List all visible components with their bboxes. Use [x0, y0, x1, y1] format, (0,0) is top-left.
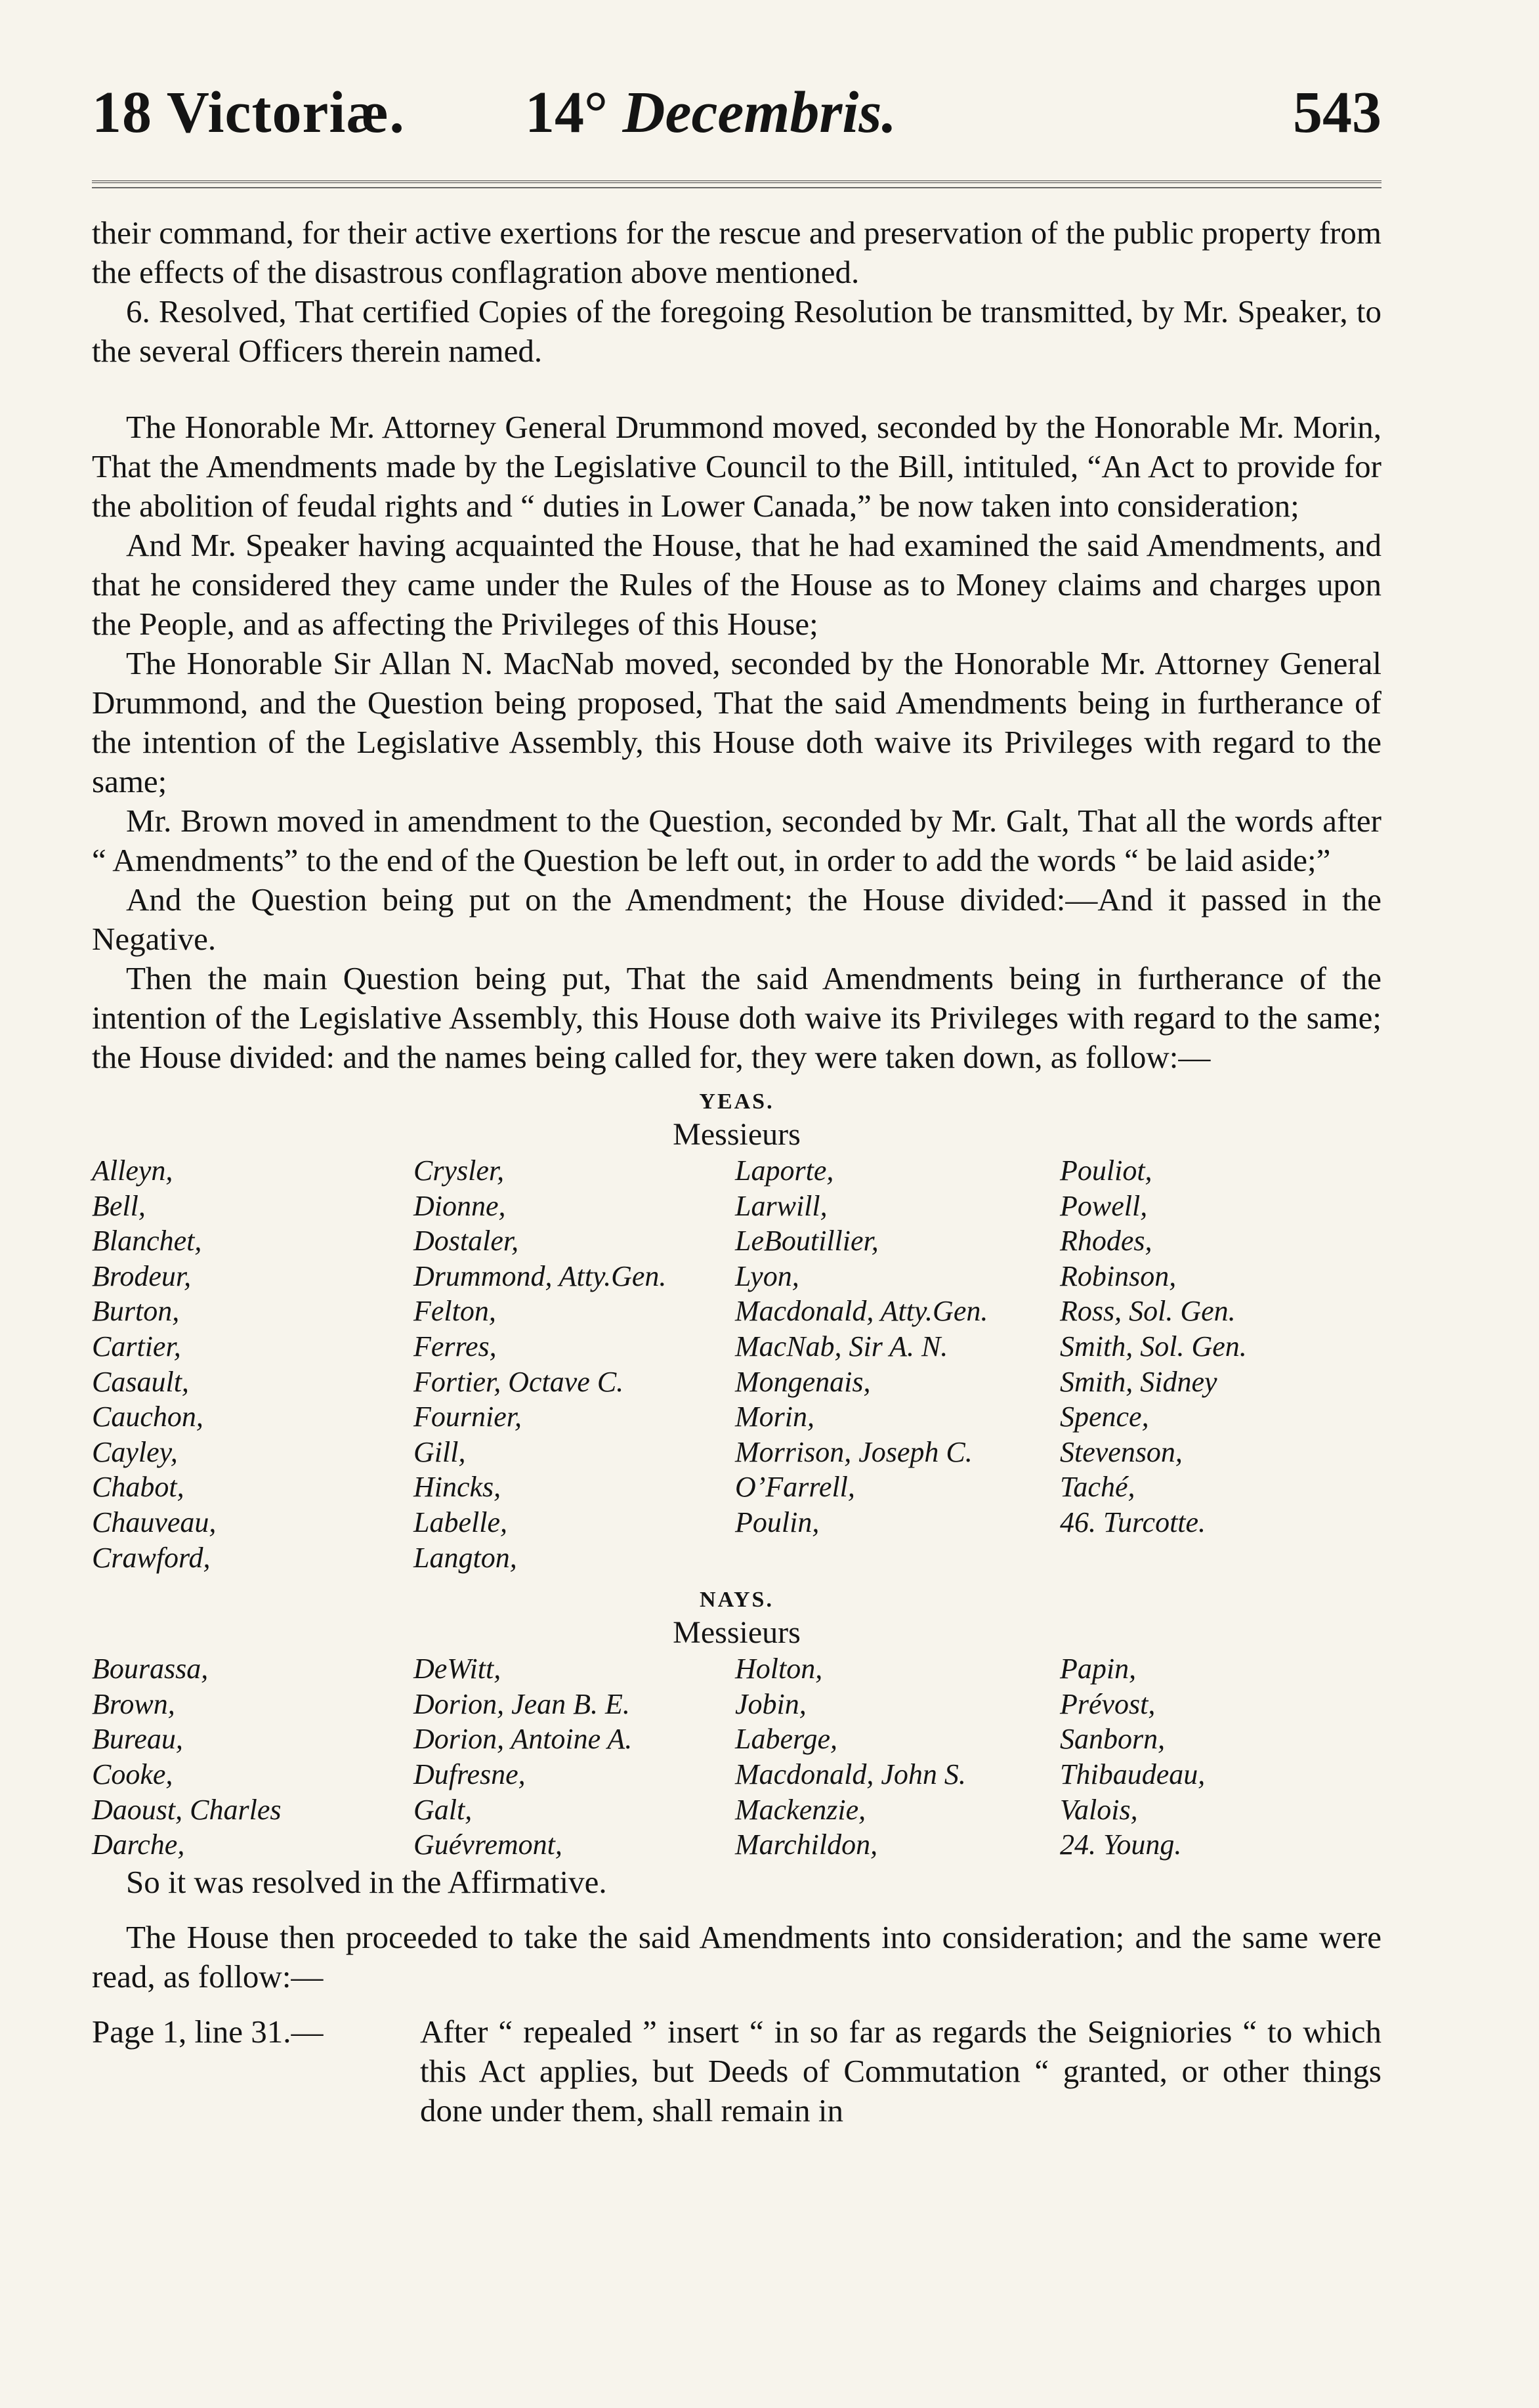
yea-name: Rhodes,	[1060, 1225, 1152, 1257]
yeas-subheading: Messieurs	[673, 1117, 801, 1152]
yea-name: Morrison, Joseph C.	[735, 1435, 973, 1468]
yea-name: Mongenais,	[735, 1365, 871, 1398]
nay-name: Marchildon,	[735, 1828, 878, 1861]
yeas-col-4	[1060, 1153, 1381, 1575]
yea-name: Powell,	[1060, 1189, 1148, 1222]
yea-name: Alleyn,	[92, 1154, 173, 1187]
yea-name: Brodeur,	[92, 1259, 192, 1292]
nay-name: Darche,	[92, 1828, 185, 1861]
nay-name: Brown,	[92, 1687, 175, 1720]
yea-name: Labelle,	[413, 1506, 507, 1538]
yea-name: Blanchet,	[92, 1225, 202, 1257]
nay-name: Papin,	[1060, 1653, 1137, 1685]
yea-name: Bell,	[92, 1189, 146, 1222]
yea-name: Cartier,	[92, 1330, 181, 1362]
yea-name: MacNab, Sir A. N.	[735, 1330, 948, 1362]
yea-name: Stevenson,	[1060, 1435, 1183, 1468]
regnal-year: 18 Victoriæ.	[92, 80, 405, 145]
date-month: Decembris.	[622, 80, 896, 145]
yea-name: Larwill,	[735, 1189, 828, 1222]
document-page	[92, 79, 1381, 2130]
yeas-list	[92, 1153, 1381, 1575]
yea-name: Ross, Sol. Gen.	[1060, 1295, 1236, 1328]
yea-name: Ferres,	[413, 1330, 497, 1362]
yea-name: Fournier,	[413, 1401, 522, 1433]
paragraph-resolved-affirmative: So it was resolved in the Affirmative.	[126, 1863, 607, 1900]
yea-name: Dionne,	[413, 1189, 506, 1222]
yea-name: Drummond, Atty.Gen.	[413, 1259, 667, 1292]
nay-name: Mackenzie,	[735, 1793, 866, 1826]
spacer	[92, 371, 1381, 408]
date-day: 14°	[525, 80, 608, 145]
yea-name: Smith, Sidney	[1060, 1365, 1217, 1398]
nays-list	[92, 1651, 1381, 1863]
paragraph-macnab-motion: The Honorable Sir Allan N. MacNab moved, seconded by the Honorable Mr. Attorney General Drummond, and the Question being proposed, That the said Amendments being in furtherance of the intention of the Legislative Assembly, this House doth waive its Privileges with regard to the same;	[92, 645, 1381, 799]
paragraph-speaker: And Mr. Speaker having acquainted the House, that he had examined the said Amendments, and that he considered they came under the Rules of the House as to Money claims and charges upon the People, and as affecting the Privileges of this House;	[92, 527, 1381, 642]
amendment-entry	[92, 2012, 1381, 2130]
amendment-text: After “ repealed ” insert “ in so far as regards the Seigniories “ to which this Act applies, but Deeds of Commutation “ granted, or other things done under them, shall remain in	[420, 2013, 1381, 2128]
nays-subheading: Messieurs	[673, 1615, 801, 1651]
yea-name: Poulin,	[735, 1506, 820, 1538]
yea-name: Lyon,	[735, 1259, 799, 1292]
yea-name: Crysler,	[413, 1154, 505, 1187]
yea-name: Cayley,	[92, 1435, 178, 1468]
yea-name: LeBoutillier,	[735, 1225, 879, 1257]
paragraph-amendment-negative: And the Question being put on the Amendment; the House divided:—And it passed in the Negative.	[92, 881, 1381, 957]
nay-name: Valois,	[1060, 1793, 1138, 1826]
nays-col-1	[92, 1651, 413, 1863]
yea-name: Gill,	[413, 1435, 466, 1468]
paragraph-continuation: their command, for their active exertions for the rescue and preservation of the public property from the effects of the disastrous conflagration above mentioned.	[92, 215, 1381, 290]
nay-name: Dorion, Jean B. E.	[413, 1687, 630, 1720]
yea-name: 46. Turcotte.	[1060, 1506, 1206, 1538]
yea-name: Smith, Sol. Gen.	[1060, 1330, 1247, 1362]
header-rule	[92, 180, 1381, 188]
yea-name: Dostaler,	[413, 1225, 519, 1257]
nay-name: Bourassa,	[92, 1653, 209, 1685]
yea-name: Hincks,	[413, 1471, 501, 1504]
yea-name: Langton,	[413, 1541, 517, 1574]
yea-name: Robinson,	[1060, 1259, 1177, 1292]
header-date	[525, 79, 896, 146]
nay-name: Prévost,	[1060, 1687, 1156, 1720]
nay-name: DeWitt,	[413, 1653, 501, 1685]
paragraph-main-question: Then the main Question being put, That the said Amendments being in furtherance of the intention of the Legislative Assembly, this House doth waive its Privileges with regard to the same; the House divided: and the names being called for, they were taken down, as follow:—	[92, 960, 1381, 1075]
yea-name: Cauchon,	[92, 1401, 203, 1433]
paragraph-motion: The Honorable Mr. Attorney General Drummond moved, seconded by the Honorable Mr. Morin, That the Amendments made by the Legislative Council to the Bill, intituled, “An Act to provide for the abolition of feudal rights and “ duties in Lower Canada,” be now taken into consideration;	[92, 409, 1381, 524]
yea-name: Morin,	[735, 1401, 814, 1433]
nays-col-2	[413, 1651, 735, 1863]
paragraph-amendments-read: The House then proceeded to take the said Amendments into consideration; and the same were read, as follow:—	[92, 1918, 1381, 1995]
yeas-col-1	[92, 1153, 413, 1575]
page-number: 543	[1293, 80, 1381, 145]
yea-name: Chabot,	[92, 1471, 184, 1504]
yea-name: O’Farrell,	[735, 1471, 855, 1504]
nay-name: Guévremont,	[413, 1828, 562, 1861]
yea-name: Pouliot,	[1060, 1154, 1152, 1187]
yea-name: Laporte,	[735, 1154, 834, 1187]
yea-name: Fortier, Octave C.	[413, 1365, 624, 1398]
nay-name: Daoust, Charles	[92, 1793, 282, 1826]
nay-name: Macdonald, John S.	[735, 1758, 966, 1790]
page-header	[92, 79, 1381, 164]
nay-name: 24. Young.	[1060, 1828, 1182, 1861]
yea-name: Burton,	[92, 1295, 180, 1328]
yea-name: Felton,	[413, 1295, 496, 1328]
yea-name: Macdonald, Atty.Gen.	[735, 1295, 988, 1328]
nays-heading: NAYS.	[700, 1588, 774, 1613]
nays-col-4	[1060, 1651, 1381, 1863]
nay-name: Jobin,	[735, 1687, 807, 1720]
paragraph-brown-amendment: Mr. Brown moved in amendment to the Question, seconded by Mr. Galt, That all the words after “ Amendments” to the end of the Question be left out, in order to add the words “ be laid aside;”	[92, 803, 1381, 878]
nays-col-3	[735, 1651, 1060, 1863]
yea-name: Spence,	[1060, 1401, 1149, 1433]
yeas-heading: YEAS.	[699, 1089, 774, 1114]
nay-name: Holton,	[735, 1653, 823, 1685]
yea-name: Taché,	[1060, 1471, 1135, 1504]
nay-name: Laberge,	[735, 1723, 838, 1756]
nay-name: Bureau,	[92, 1723, 183, 1756]
nay-name: Dorion, Antoine A.	[413, 1723, 633, 1756]
yeas-col-3	[735, 1153, 1060, 1575]
yea-name: Crawford,	[92, 1541, 211, 1574]
yea-name: Casault,	[92, 1365, 189, 1398]
nay-name: Thibaudeau,	[1060, 1758, 1206, 1790]
amendment-page-line: Page 1, line 31.—	[92, 2013, 324, 2050]
paragraph-resolution-6: 6. Resolved, That certified Copies of the foregoing Resolution be transmitted, by Mr. Speaker, to the several Officers therein named.	[92, 293, 1381, 369]
nay-name: Cooke,	[92, 1758, 173, 1790]
yea-name: Chauveau,	[92, 1506, 217, 1538]
nay-name: Sanborn,	[1060, 1723, 1166, 1756]
nay-name: Galt,	[413, 1793, 473, 1826]
yeas-col-2	[413, 1153, 735, 1575]
nay-name: Dufresne,	[413, 1758, 526, 1790]
